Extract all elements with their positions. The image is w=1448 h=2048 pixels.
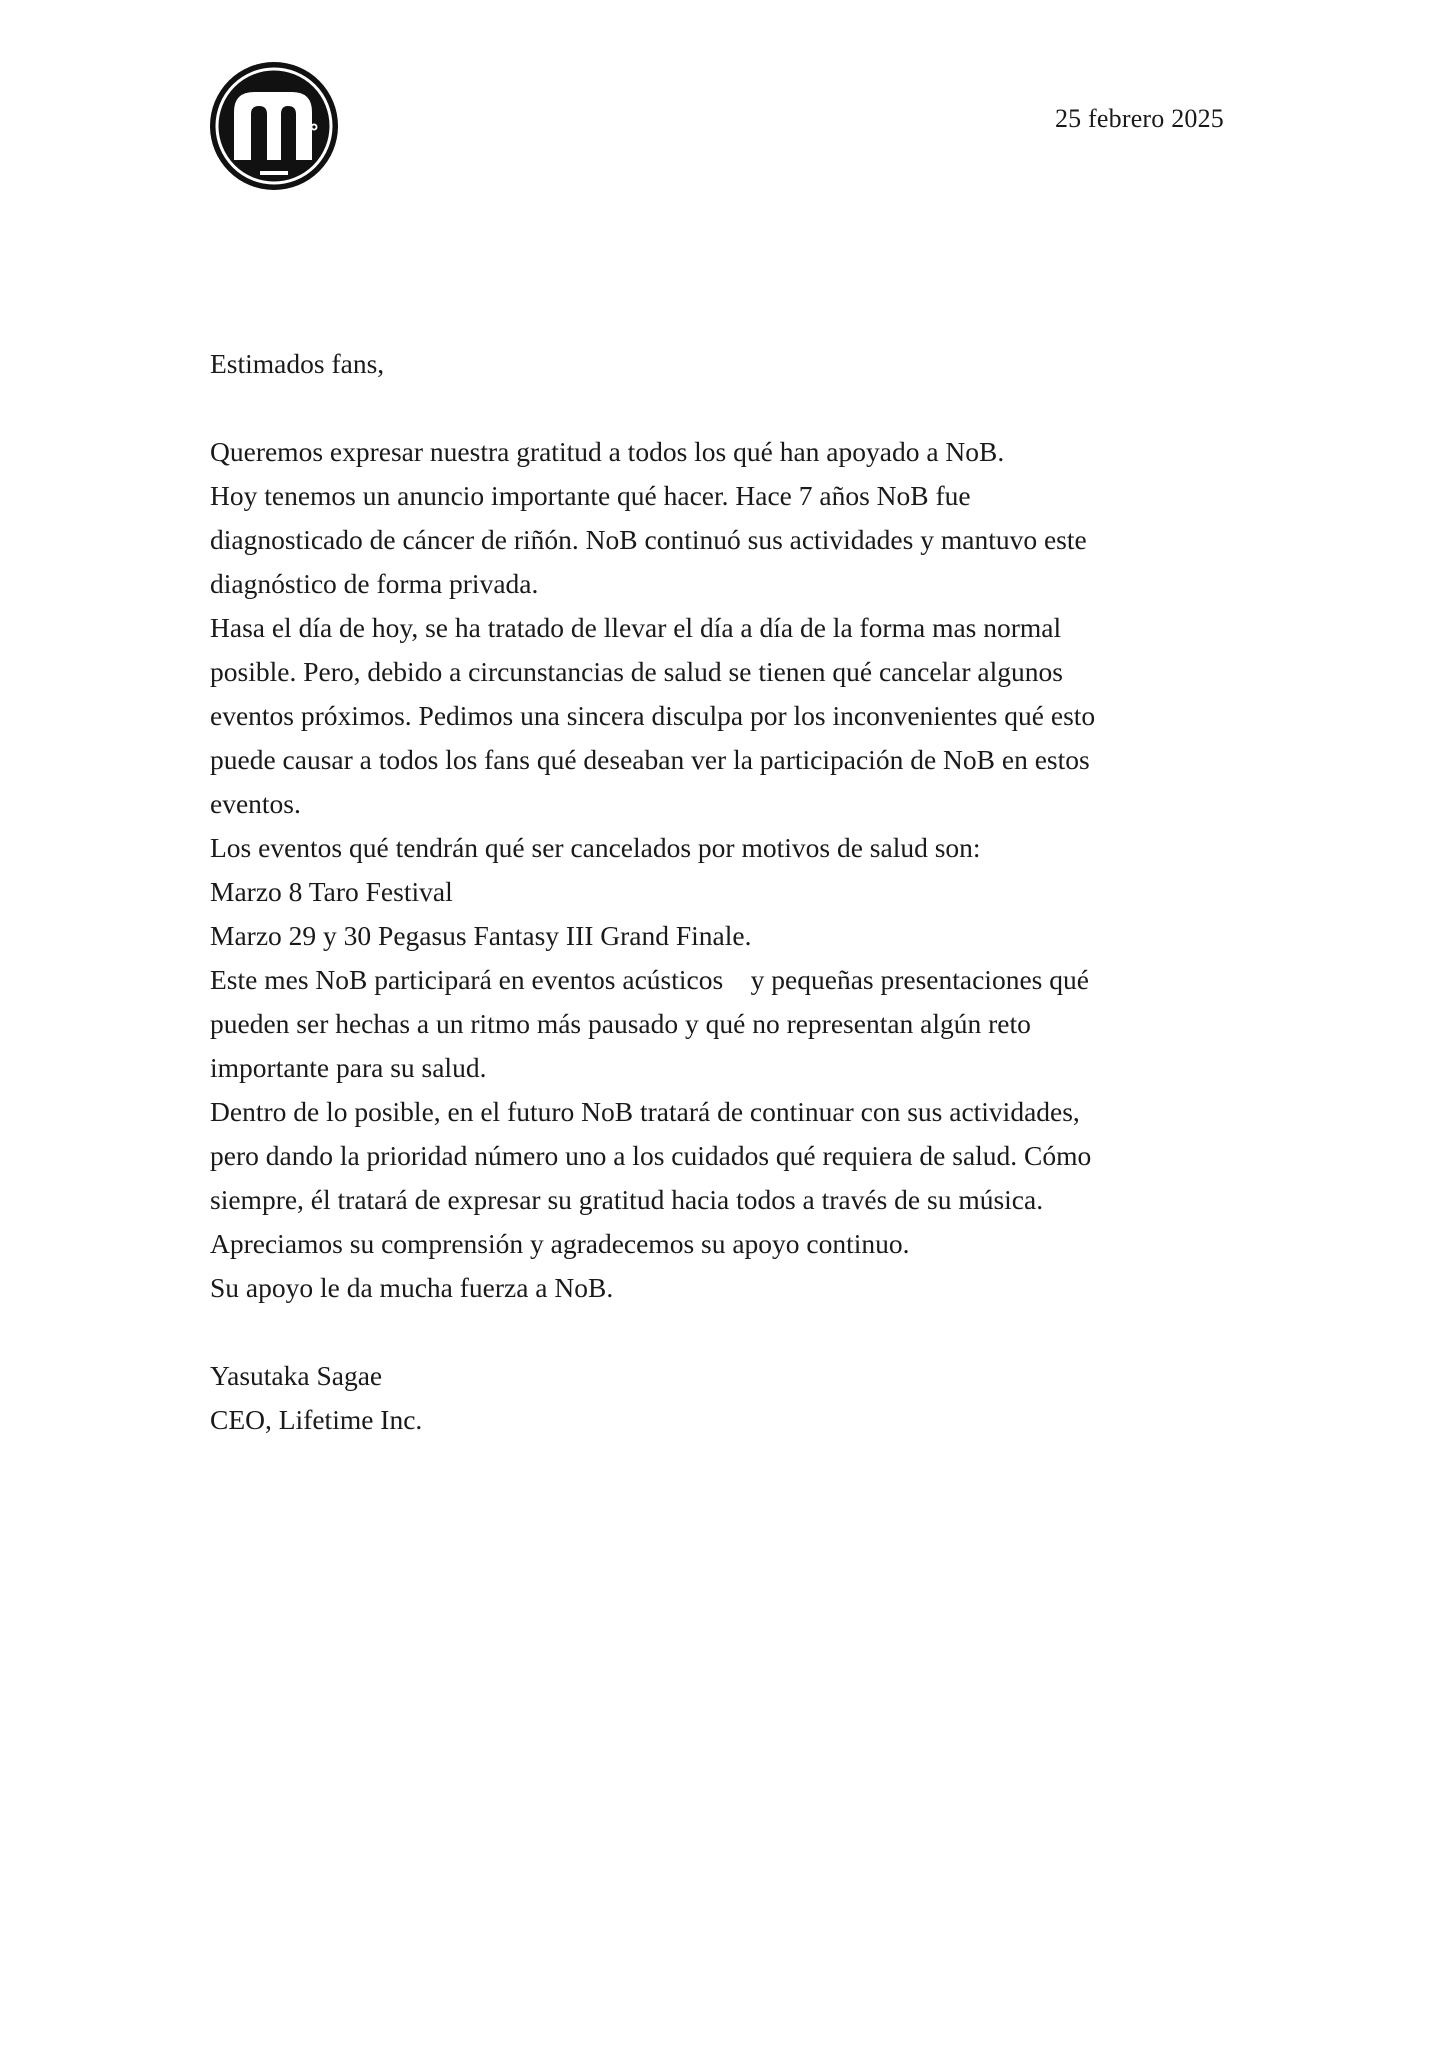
paragraph-gap <box>210 1310 1250 1354</box>
body-line: pueden ser hechas a un ritmo más pausado y qué no representan algún reto <box>210 1008 1031 1039</box>
letter-date: 25 febrero 2025 <box>1054 104 1224 133</box>
body-line: siempre, él tratará de expresar su gratitud hacia todos a través de su música. <box>210 1184 1044 1215</box>
body-line: Los eventos qué tendrán qué ser cancelados por motivos de salud son: <box>210 832 981 863</box>
body-line: eventos. <box>210 788 301 819</box>
body-line: importante para su salud. <box>210 1052 487 1083</box>
letter-body <box>210 342 1250 1442</box>
signature-name: Yasutaka Sagae <box>210 1360 383 1391</box>
m-circle-logo-icon <box>208 60 340 192</box>
body-line: posible. Pero, debido a circunstancias de salud se tienen qué cancelar algunos <box>210 656 1063 687</box>
body-line: diagnosticado de cáncer de riñón. NoB continuó sus actividades y mantuvo este <box>210 524 1087 555</box>
salutation: Estimados fans, <box>210 348 385 379</box>
paragraph-gap <box>210 386 1250 430</box>
event-item: Marzo 8 Taro Festival <box>210 876 453 907</box>
body-line: Este mes NoB participará en eventos acústicos y pequeñas presentaciones qué <box>210 964 1089 995</box>
body-line: diagnóstico de forma privada. <box>210 568 539 599</box>
body-line: Su apoyo le da mucha fuerza a NoB. <box>210 1272 614 1303</box>
body-line: Hasa el día de hoy, se ha tratado de llevar el día a día de la forma mas normal <box>210 612 1062 643</box>
body-line: Apreciamos su comprensión y agradecemos su apoyo continuo. <box>210 1228 910 1259</box>
body-line: Hoy tenemos un anuncio importante qué hacer. Hace 7 años NoB fue <box>210 480 971 511</box>
body-line: Dentro de lo posible, en el futuro NoB tratará de continuar con sus actividades, <box>210 1096 1080 1127</box>
body-line: puede causar a todos los fans qué deseaban ver la participación de NoB en estos <box>210 744 1090 775</box>
body-line: pero dando la prioridad número uno a los cuidados qué requiera de salud. Cómo <box>210 1140 1092 1171</box>
event-item: Marzo 29 y 30 Pegasus Fantasy III Grand Finale. <box>210 920 752 951</box>
body-line: Queremos expresar nuestra gratitud a todos los qué han apoyado a NoB. <box>210 436 1005 467</box>
body-line: eventos próximos. Pedimos una sincera disculpa por los inconvenientes qué esto <box>210 700 1096 731</box>
signature-title: CEO, Lifetime Inc. <box>210 1404 423 1435</box>
